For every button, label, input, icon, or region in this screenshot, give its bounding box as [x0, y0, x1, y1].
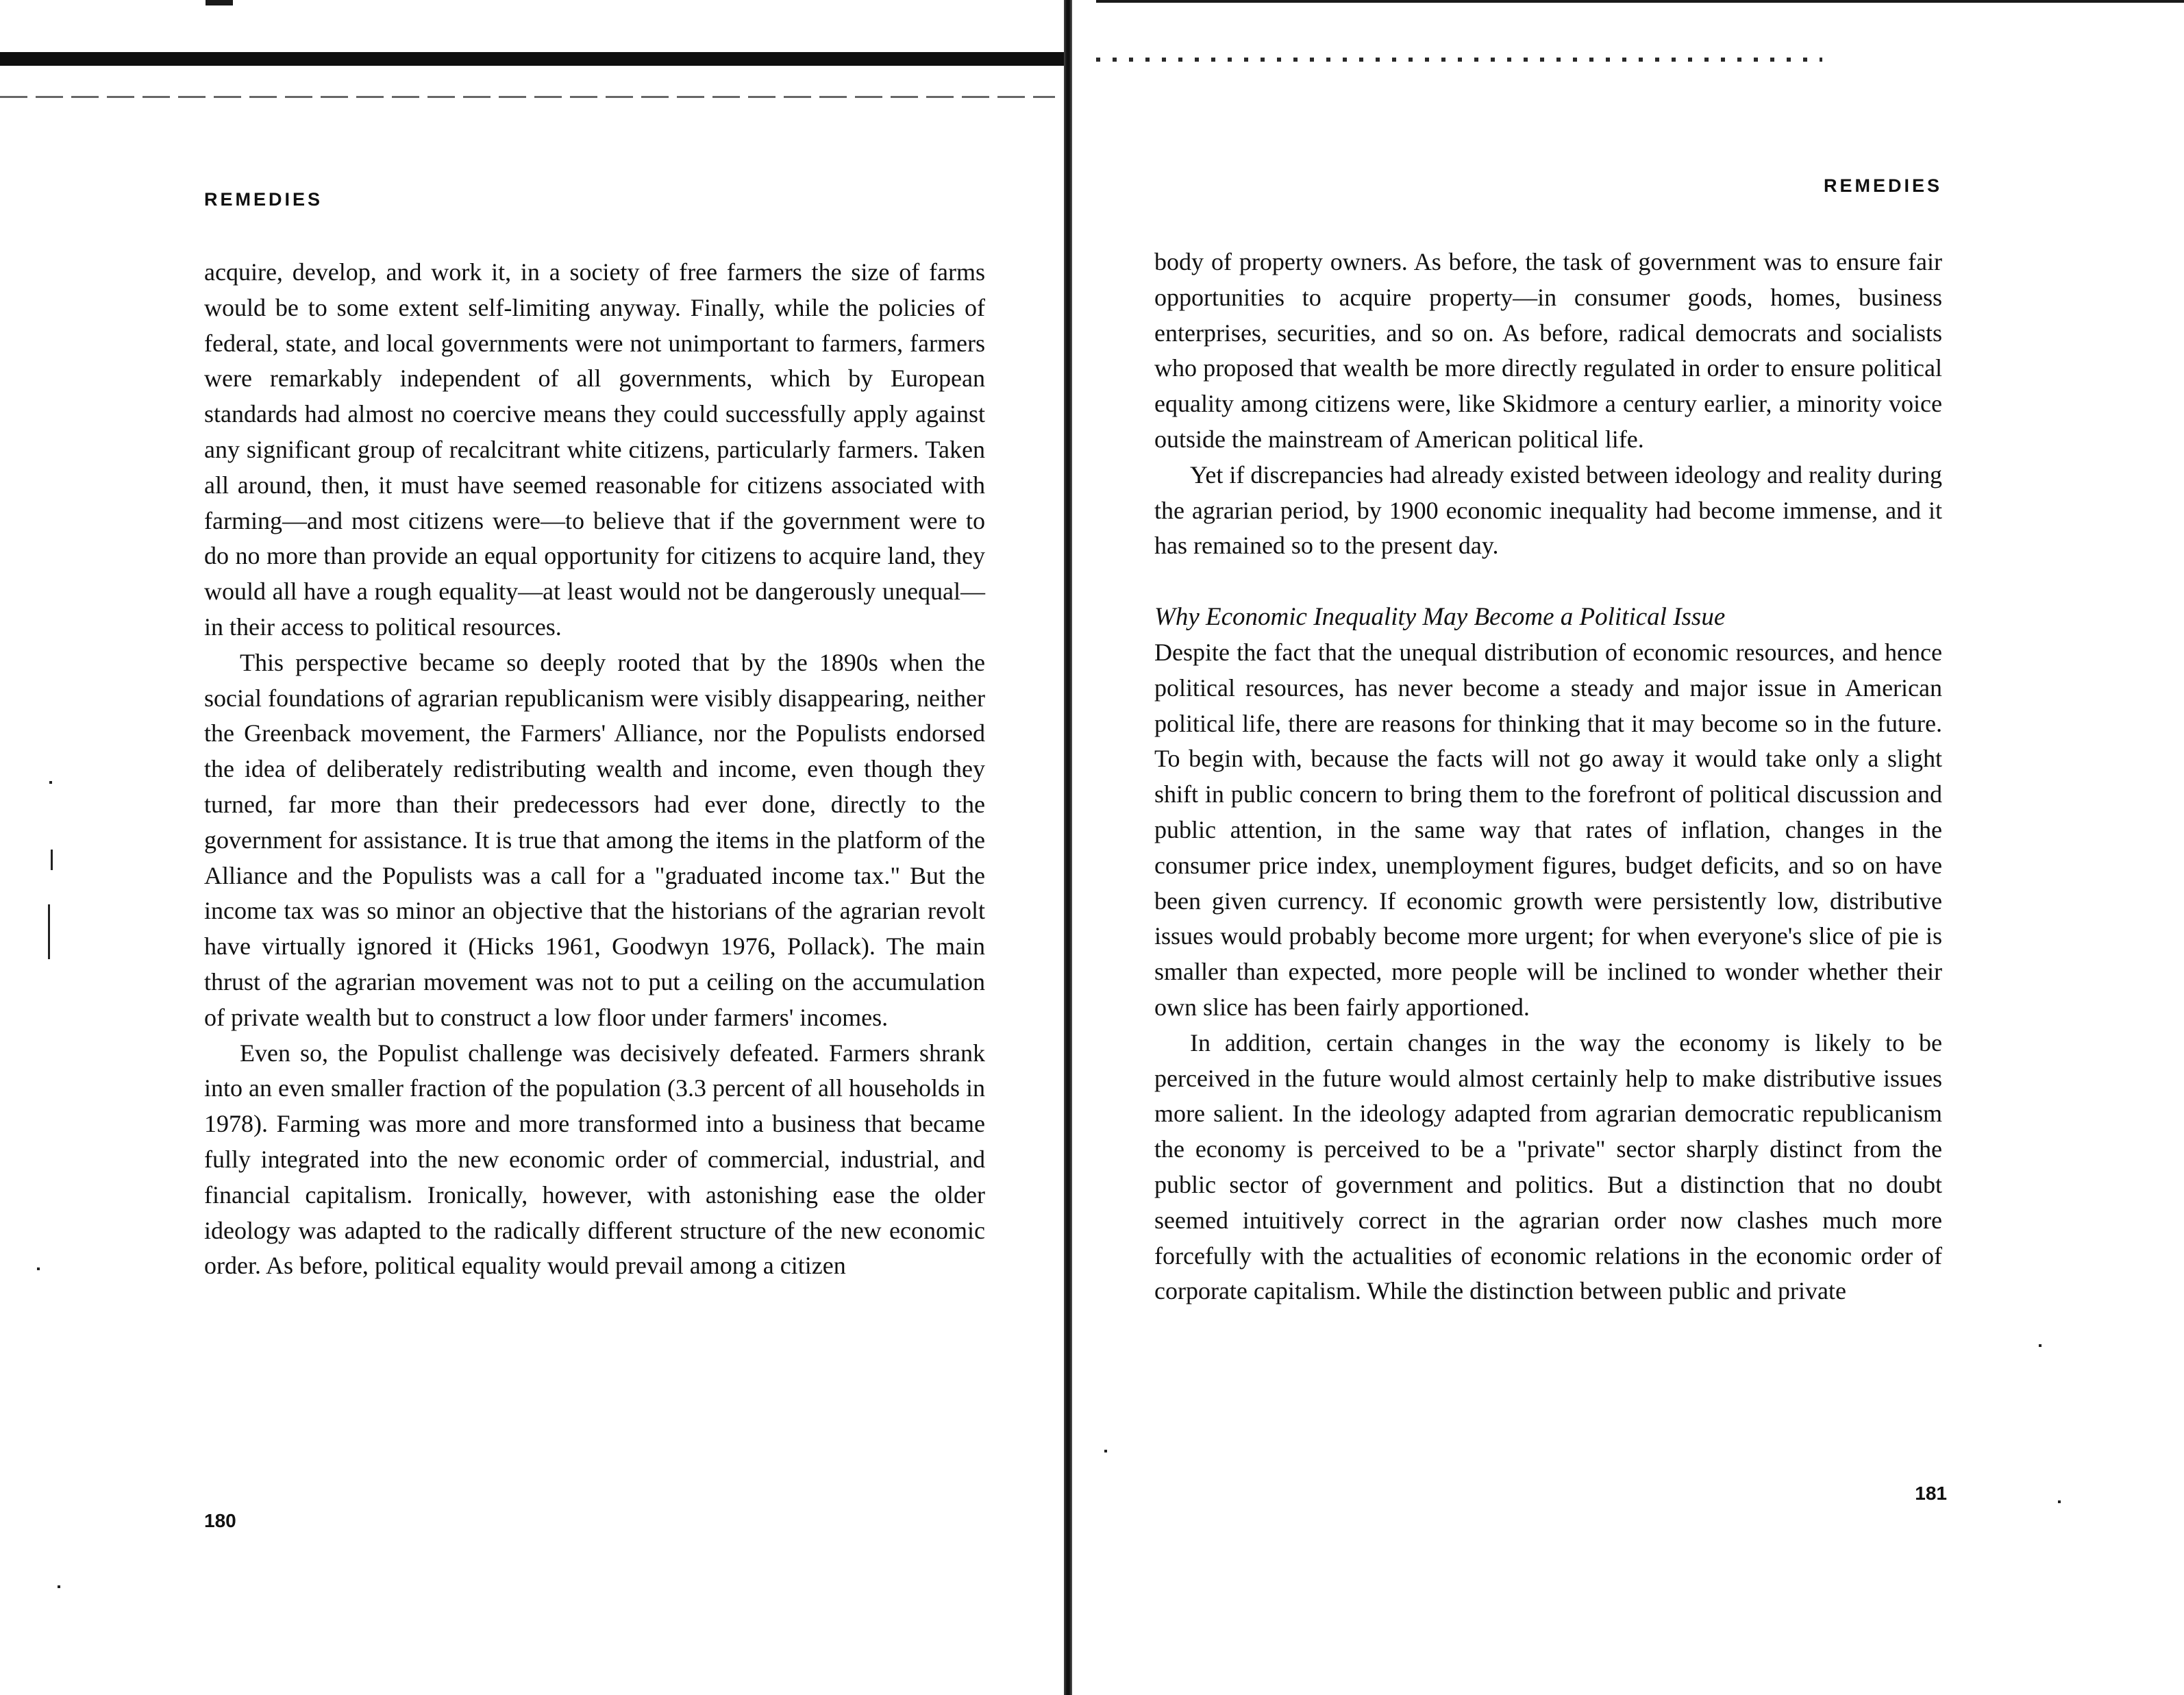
running-head: REMEDIES — [204, 189, 323, 210]
scan-speck — [2058, 1500, 2061, 1503]
scan-speck — [51, 850, 53, 870]
scan-speck — [48, 904, 50, 959]
scan-speck — [37, 1267, 40, 1270]
paragraph: This perspective became so deeply rooted that by the 1890s when the social foundations of agrarian republicanism were visibly disappearing, neither the Greenback movement, the Farmers' Alliance, nor the Populists endorsed the idea of deliberately redistributing wealth and income, even though they turned, far more than their predecessors had ever done, directly to the government for assistance. It is true that among the items in the platform of the Alliance and the Populists was a call for a "graduated income tax." But the income tax was so minor an objective that the historians of the agrarian revolt have virtually ignored it (Hicks 1961, Goodwyn 1976, Pollack). The main thrust of the agrarian movement was not to put a ceiling on the accumulation of private wealth but to construct a low floor under farmers' incomes. — [204, 648, 985, 1031]
paragraph: In addition, certain changes in the way the economy is likely to be perceived in the future would almost certainly help to make distributive issues more salient. In the ideology adapted from agrarian democratic republicanism the economy is perceived to be a "private" sector sharply distinct from the public sector of government and politics. But a distinction that no doubt seemed intuitively correct in the agrarian order now clashes much more forcefully with the actualities of economic relations in the economic order of corporate capitalism. While the distinction between public and private — [1154, 1028, 1942, 1305]
paragraph: body of property owners. As before, the task of government was to ensure fair opportunities to acquire property—in consumer goods, homes, business enterprises, securities, and so on. As before, radical democrats and socialists who proposed that wealth be more directly regulated in order to ensure political equality among citizens were, like Skidmore a century earlier, a minority voice outside the mainstream of American political life. — [1154, 248, 1942, 453]
body-text — [1154, 245, 1942, 1309]
page-number: 181 — [1915, 1483, 1947, 1504]
section-heading: Why Economic Inequality May Become a Political Issue — [1154, 603, 1726, 632]
page-number: 180 — [204, 1510, 236, 1531]
paragraph: Despite the fact that the unequal distribution of economic resources, and hence political resources, has never become a steady and major issue in American political life, there are reasons for thinking that it may become so in the future. To begin with, because the facts will not go away it would take only a slight shift in public concern to bring them to the forefront of political discussion and public attention, in the same way that rates of inflation, changes in the consumer price index, unemployment figures, budget deficits, and so on have been given currency. If economic growth were persistently low, distributive issues would probably become more urgent; for when everyone's slice of pie is smaller than expected, more people will be inclined to wonder whether their own slice has been fairly apportioned. — [1154, 638, 1942, 1021]
running-head: REMEDIES — [1823, 175, 1942, 196]
paragraph: Yet if discrepancies had already existed between ideology and reality during the agrarian period, by 1900 economic inequality had become immense, and it has remained so to the present day. — [1154, 460, 1942, 560]
scan-speck — [49, 781, 52, 784]
body-text — [204, 255, 985, 1284]
paragraph: acquire, develop, and work it, in a society of free farmers the size of farms would be to some extent self-limiting anyway. Finally, while the policies of federal, state, and local governments were not unimportant to farmers, farmers were remarkably independent of all governments, which by European standards had almost no coercive means they could successfully apply against any significant group of recalcitrant white citizens, particularly farmers. Taken all around, then, it must have seemed reasonable for citizens associated with farming—and most citizens were—to believe that if the government were to do no more than provide an equal opportunity for citizens to acquire land, they would all have a rough equality—at least would not be dangerously unequal—in their access to political resources. — [204, 258, 985, 641]
right-page — [1072, 0, 2184, 1676]
book-gutter — [1064, 0, 1072, 1695]
left-page — [0, 0, 1064, 1676]
scan-speck — [1104, 1450, 1107, 1452]
paragraph: Even so, the Populist challenge was decisively defeated. Farmers shrank into an even smaller fraction of the population (3.3 percent of all households in 1978). Farming was more and more transformed into a business that became fully integrated into the new economic order of commercial, industrial, and financial capitalism. Ironically, however, with astonishing ease the older ideology was adapted to the radically different structure of the new economic order. As before, political equality would prevail among a citizen — [204, 1039, 985, 1280]
scan-speck — [58, 1585, 60, 1588]
scan-speck — [2039, 1344, 2042, 1347]
